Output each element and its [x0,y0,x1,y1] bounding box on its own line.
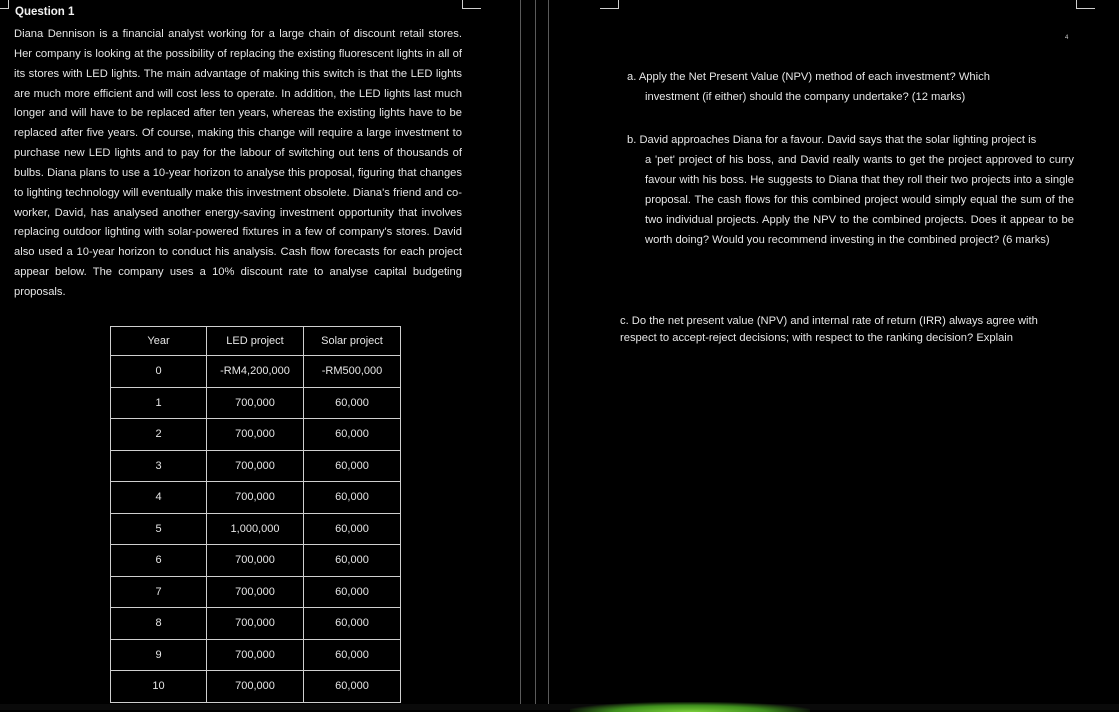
table-cell: 60,000 [304,419,401,451]
table-cell: 700,000 [207,608,304,640]
table-cell: 700,000 [207,671,304,703]
table-cell: 700,000 [207,387,304,419]
page-corner-mark [1076,0,1095,9]
table-cell: 7 [111,576,207,608]
table-cell: 0 [111,356,207,388]
table-cell: 60,000 [304,482,401,514]
page-corner-mark [462,0,481,9]
table-row [111,482,401,514]
page-border-line [535,0,536,710]
table-row [111,545,401,577]
page-border-line [548,0,549,710]
page-number: 4 [1065,35,1069,41]
table-header-cell: Year [111,327,207,356]
part-b-body: a 'pet' project of his boss, and David really wants to get the project approved to curry favour with his boss. He suggests to Diana that they roll their two projects into a single proposal. The cash flows for this combined project would simply equal the sum of the two individual projects. Apply the NPV to the combined projects. Does it appear to be worth doing? Would you recommend investing in the combined project? (6 marks) [645,153,1074,246]
table-row [111,419,401,451]
table-row [111,356,401,388]
page-corner-mark [0,0,9,9]
table-cell: 60,000 [304,387,401,419]
table-row [111,576,401,608]
table-row [111,513,401,545]
table-cell: 9 [111,639,207,671]
table-row [111,639,401,671]
cash-flow-table [110,326,401,703]
table-cell: 700,000 [207,482,304,514]
taskbar-strip [0,704,1119,710]
table-cell: 60,000 [304,513,401,545]
table-row [111,387,401,419]
page-border-line [520,0,521,710]
part-b-line1: b. David approaches Diana for a favour. David says that the solar lighting project is [627,134,1037,146]
table-cell: 10 [111,671,207,703]
table-cell: 6 [111,545,207,577]
table-cell: 60,000 [304,671,401,703]
table-header-cell: LED project [207,327,304,356]
table-cell: 2 [111,419,207,451]
table-cell: -RM4,200,000 [207,356,304,388]
table-row [111,608,401,640]
table-cell: 60,000 [304,545,401,577]
part-a-line1: a. Apply the Net Present Value (NPV) method of each investment? Which [627,71,990,83]
table-cell: 700,000 [207,545,304,577]
table-cell: 3 [111,450,207,482]
table-header-row [111,327,401,356]
table-cell: 60,000 [304,450,401,482]
question-part-a [627,68,1077,108]
table-row [111,450,401,482]
table-cell: 700,000 [207,639,304,671]
question-part-b [627,131,1074,250]
table-cell: -RM500,000 [304,356,401,388]
page-corner-mark [600,0,619,9]
wallpaper-glimpse [570,702,810,712]
table-cell: 60,000 [304,608,401,640]
table-cell: 1 [111,387,207,419]
table-cell: 8 [111,608,207,640]
table-header-cell: Solar project [304,327,401,356]
table-cell: 4 [111,482,207,514]
table-row [111,671,401,703]
table-cell: 700,000 [207,419,304,451]
table-cell: 60,000 [304,576,401,608]
question-paragraph: Diana Dennison is a financial analyst working for a large chain of discount retail stores. Her company is looking at the possibility of replacing the existing fluorescent lights in all of its stores with LED lights. The main advantage of making this switch is that the LED lights are much more efficient and will cost less to operate. In addition, the LED lights last much longer and will have to be replaced after ten years, whereas the existing lights have to be replaced after five years. Of course, making this change will require a large investment to purchase new LED lights and to pay for the labour of switching out tens of thousands of bulbs. Diana plans to use a 10-year horizon to analyse this proposal, figuring that changes to lighting technology will eventually make this investment obsolete. Diana's friend and co-worker, David, has analysed another energy-saving investment opportunity that involves replacing outdoor lighting with solar-powered fixtures in a few of company's stores. David also used a 10-year horizon to conduct his analysis. Cash flow forecasts for each project appear below. The company uses a 10% discount rate to analyse capital budgeting proposals. [14,28,462,298]
table-cell: 60,000 [304,639,401,671]
question-heading: Question 1 [15,6,75,18]
table-cell: 5 [111,513,207,545]
part-a-line2: investment (if either) should the company undertake? (12 marks) [645,90,966,103]
table-cell: 700,000 [207,450,304,482]
question-part-c: c. Do the net present value (NPV) and internal rate of return (IRR) always agree with respect to accept-reject decisions; with respect to the ranking decision? Explain [620,315,1038,344]
table-cell: 1,000,000 [207,513,304,545]
table-cell: 700,000 [207,576,304,608]
